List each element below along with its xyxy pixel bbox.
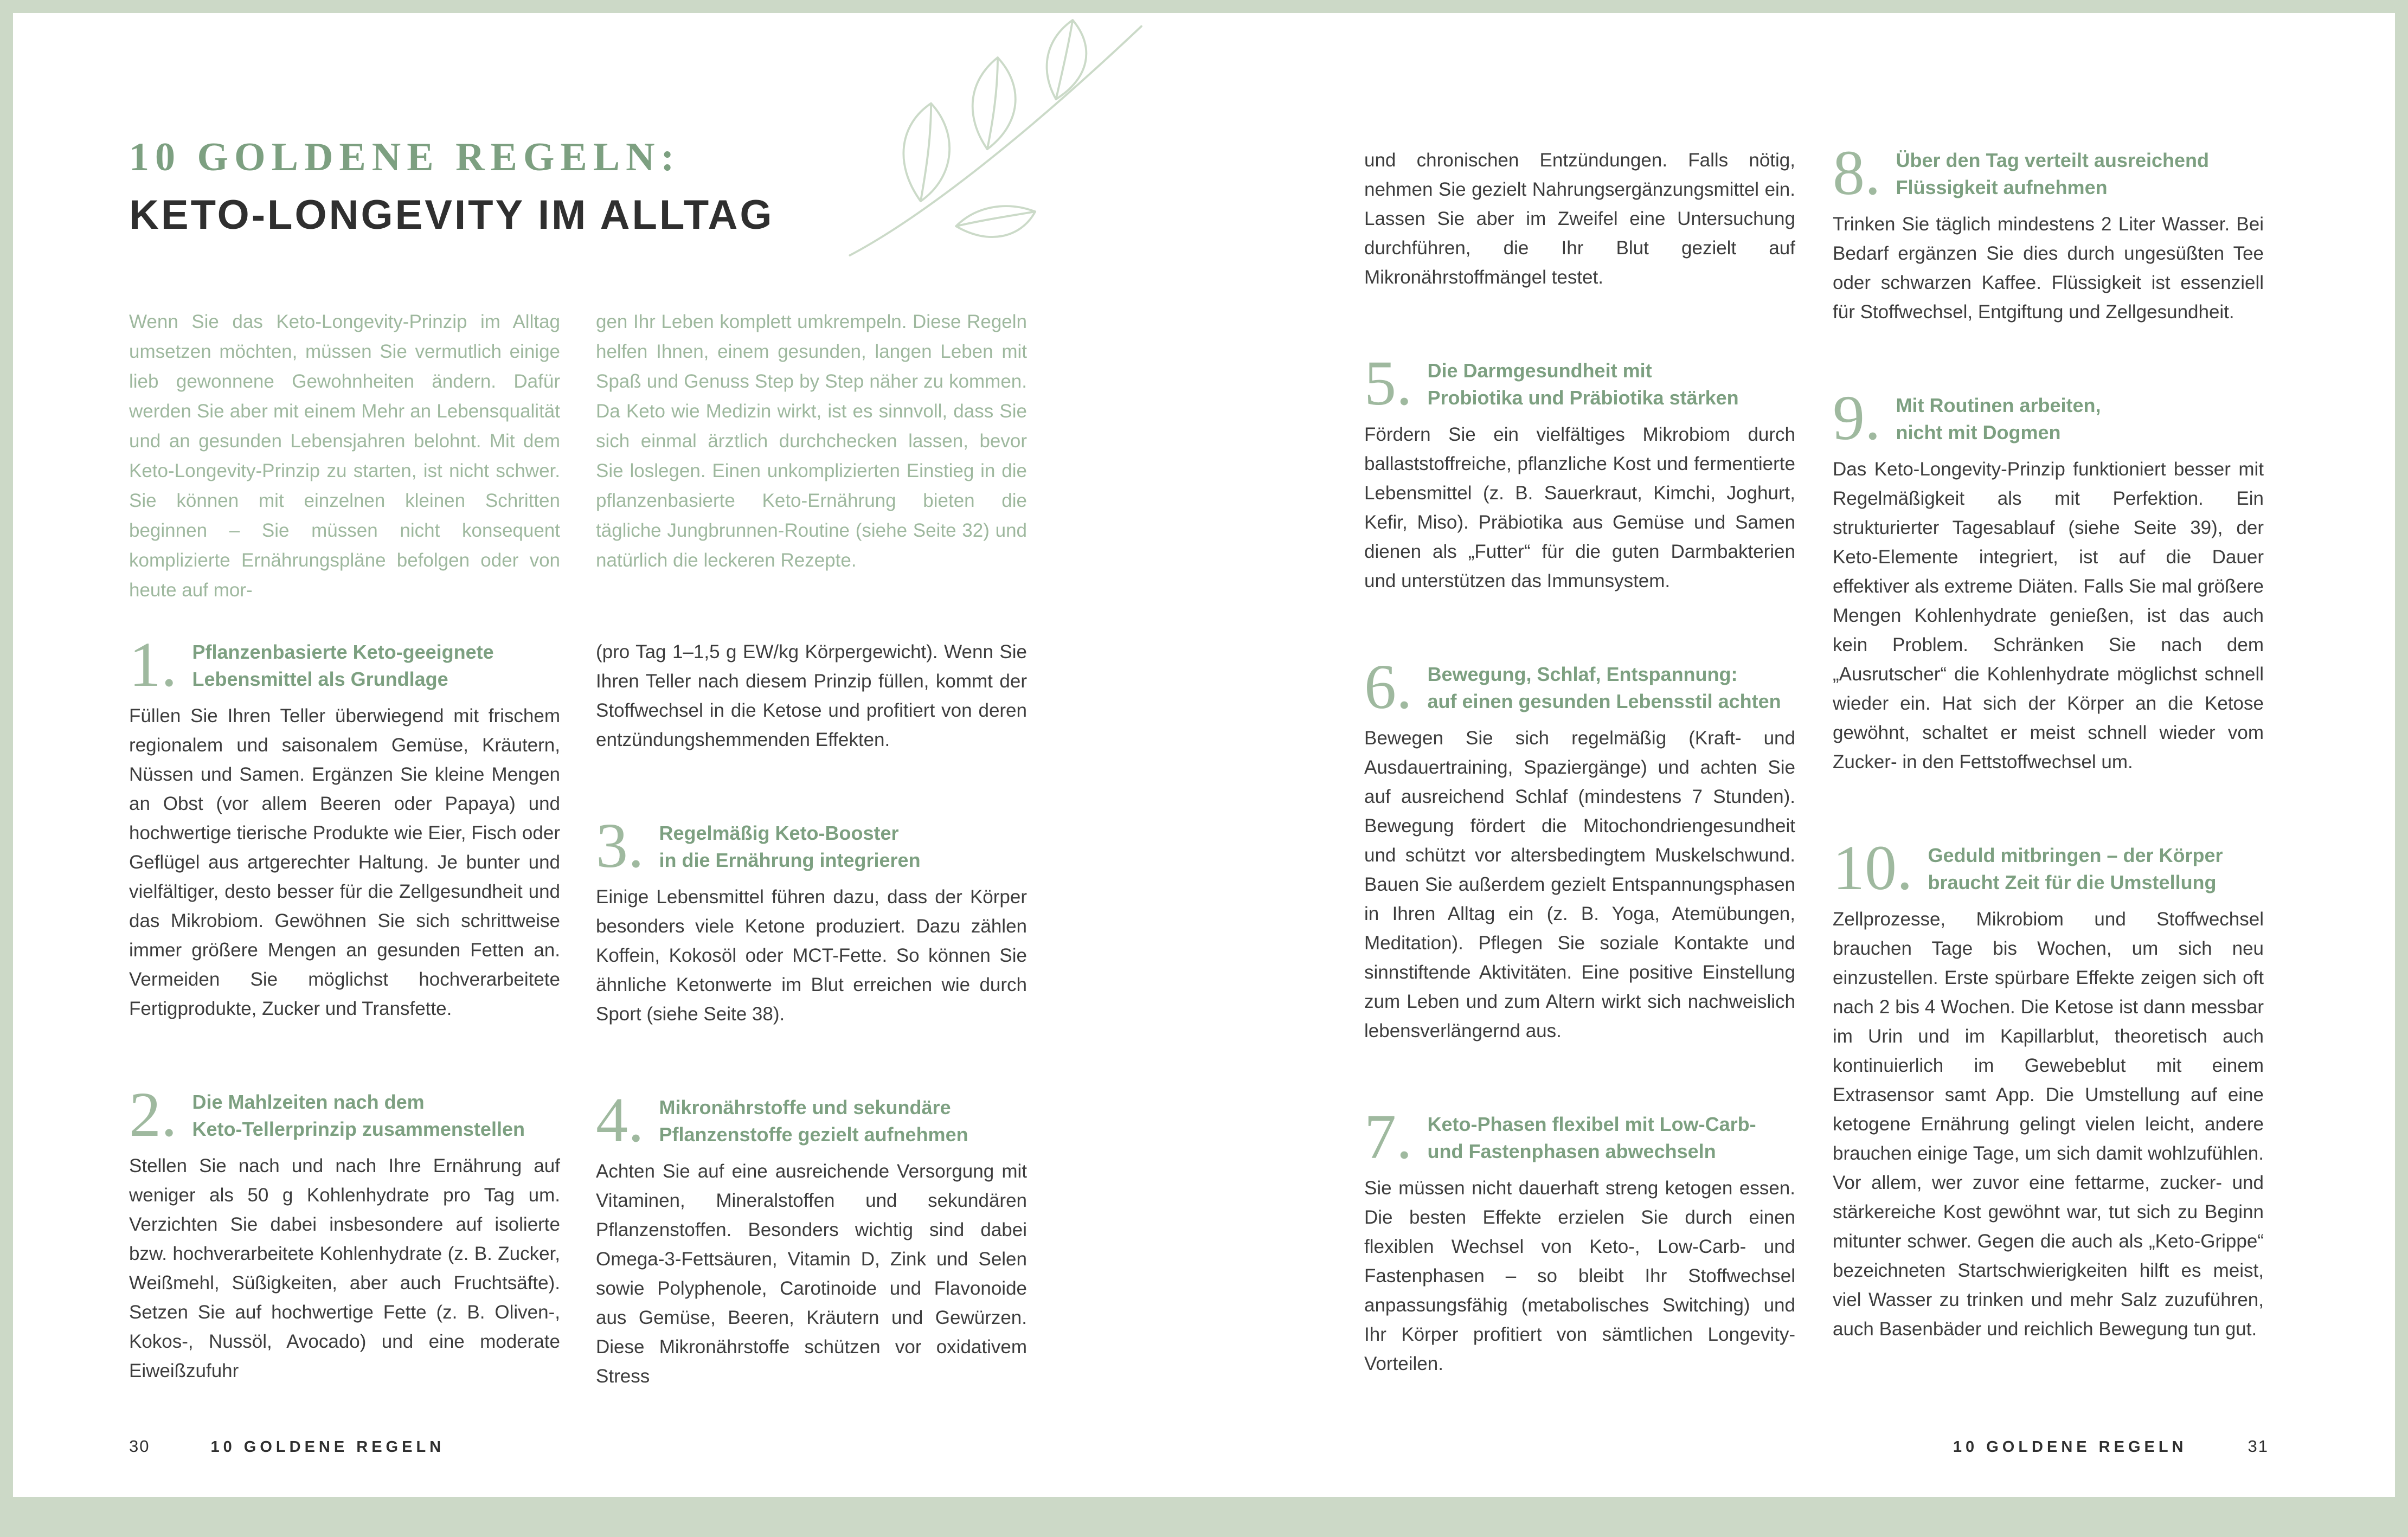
rule-6 [1364, 651, 1795, 1046]
rule-9 [1833, 382, 2264, 777]
left-page-number: 30 [129, 1437, 150, 1456]
frame-top [0, 0, 2408, 13]
rule-3 [596, 810, 1027, 1029]
rule-6-number: 6. [1364, 651, 1412, 722]
leaf-decoration-icon [830, 8, 1166, 268]
rule-9-heading [1896, 391, 2101, 446]
rule-4-heading [659, 1093, 968, 1148]
rule-2 [129, 1079, 560, 1386]
rule-10-body: Zellprozesse, Mikrobiom und Stoffwechsel brauchen Tage bis Wochen, um sich neu einzustellen. Erste spürbare Effekte zeigen sich oft nach 2 bis 4 Wochen. Die Ketose ist dann messbar im Urin und im Kapillarblut, theoretisch auch kontinuierlich im Gewebeblut mit einem Extrasensor samt App. Die Umstellung auf eine ketogene Ernährung gelingt vielen leicht, andere brauchen einige Tage, um sich damit wohlzufühlen. Vor allem, wer zuvor eine fettarme, zucker- und stärkereiche Kost gewöhnt war, tut sich zu Beginn mitunter schwer. Gegen die auch als „Keto-Grippe“ bezeichneten Startschwierigkeiten hilft es meist, viel Wasser zu trinken und mehr Salz zuzuführen, auch Basenbäder und reichlich Bewegung tun gut. [1833, 909, 2264, 1340]
rule-1-heading-line2: Lebensmittel als Grundlage [192, 668, 448, 690]
frame-bottom [0, 1497, 2408, 1537]
rule-5-number: 5. [1364, 348, 1412, 419]
rule-1 [129, 629, 560, 1024]
rule-2-body-continued: (pro Tag 1–1,5 g EW/kg Körpergewicht). Wenn Sie Ihren Teller nach diesem Prinzip füllen, kommt der Stoffwechsel in die Ketose und profitiert von deren entzündungshemmenden Effekten. [596, 641, 1027, 750]
rule-4-body: Achten Sie auf eine ausreichende Versorgung mit Vitaminen, Mineralstoffen und sekundären Pflanzenstoffen. Besonders wichtig sind dabei Omega-3-Fettsäuren, Vitamin D, Zink und Selen sowie Polyphenole, Carotinoide und Flavonoide aus Gemüse, Beeren, Kräutern und Gewürzen. Diese Mikronährstoffe schützen vor oxidativem Stress [596, 1161, 1027, 1387]
rule-8-head [1833, 137, 2264, 208]
column-1 [129, 629, 560, 1450]
rule-8-body: Trinken Sie täglich mindestens 2 Liter Wasser. Bei Bedarf ergänzen Sie dies durch ungesüßten Tee oder schwarzen Kaffee. Flüssigkeit ist essenziell für Stoffwechsel, Entgiftung und Zellgesundheit. [1833, 214, 2264, 323]
rule-7-heading [1428, 1110, 1756, 1165]
rule-7 [1364, 1101, 1795, 1379]
right-page-footer [1953, 1437, 2269, 1456]
rule-10-heading-line1: Geduld mitbringen – der Körper [1928, 844, 2223, 866]
rule-3-heading-line1: Regelmäßig Keto-Booster [659, 822, 899, 844]
rule-8-heading [1896, 146, 2210, 201]
rule-9-heading-line2: nicht mit Dogmen [1896, 421, 2061, 443]
rule-6-head [1364, 651, 1795, 722]
page-title-line1: 10 GOLDENE REGELN: [129, 135, 680, 179]
right-running-head: 10 GOLDENE REGELN [1953, 1438, 2187, 1456]
rule-2-heading-line2: Keto-Tellerprinzip zusammenstellen [192, 1118, 525, 1140]
rule-1-number: 1. [129, 629, 177, 700]
rule-6-heading-line1: Bewegung, Schlaf, Entspannung: [1427, 663, 1738, 685]
rule-8 [1833, 137, 2264, 327]
rule-10 [1833, 832, 2264, 1344]
rule-4-body-continued: und chronischen Entzündungen. Falls nötig, nehmen Sie gezielt Nahrungsergänzungsmittel ein. Lassen Sie aber im Zweifel eine Untersuchung durchführen, die Ihr Blut gezielt auf Mikronährstoffmängel testet. [1364, 150, 1795, 288]
rule-7-number: 7. [1364, 1101, 1412, 1172]
rule-5-body: Fördern Sie ein vielfältiges Mikrobiom durch ballaststoffreiche, pflanzliche Kost und fermentierte Lebensmittel (z. B. Sauerkraut, Kimchi, Joghurt, Kefir, Miso). Präbiotika aus Gemüse und Samen dienen als „Futter“ für die guten Darmbakterien und unterstützen das Immunsystem. [1364, 424, 1795, 591]
column-3 [1364, 146, 1795, 1443]
rule-10-heading-line2: braucht Zeit für die Umstellung [1928, 871, 2217, 893]
rule-1-head [129, 629, 560, 700]
rule-3-heading-line2: in die Ernährung integrieren [659, 849, 921, 871]
page-title [129, 134, 774, 239]
rule-4 [596, 1084, 1027, 1391]
rule-3-head [596, 810, 1027, 881]
rule-10-head [1833, 832, 2264, 903]
rule-6-body: Bewegen Sie sich regelmäßig (Kraft- und Ausdauertraining, Spaziergänge) und achten Sie auf ausreichend Schlaf (mindestens 7 Stunden). Bewegung fördert die Mitochondriengesundheit und schützt vor altersbedingtem Muskelschwund. Bauen Sie außerdem gezielt Entspannungsphasen in Ihren Alltag ein (z. B. Yoga, Atemübungen, Meditation). Pflegen Sie soziale Kontakte und sinnstiftende Aktivitäten. Eine positive Einstellung zum Leben und zum Altern wirkt sich nachweislich lebensverlängernd aus. [1364, 728, 1795, 1041]
rule-6-heading-line2: auf einen gesunden Lebensstil achten [1427, 690, 1781, 712]
rule-9-number: 9. [1833, 382, 1881, 453]
rule-4-number: 4. [596, 1084, 644, 1155]
rule-10-number: 10. [1833, 832, 1913, 903]
rule-7-body: Sie müssen nicht dauerhaft streng ketogen essen. Die besten Effekte erzielen Sie durch einen flexiblen Wechsel von Keto-, Low-Carb- und Fastenphasen – so bleibt Ihr Stoffwechsel anpassungsfähig (metabolisches Switching) und Ihr Körper profitiert von sämtlichen Longevity-Vorteilen. [1364, 1178, 1795, 1374]
page-title-line2: KETO-LONGEVITY IM ALLTAG [129, 192, 774, 238]
rule-7-head [1364, 1101, 1795, 1172]
rule-9-body: Das Keto-Longevity-Prinzip funktioniert besser mit Regelmäßigkeit als mit Perfektion. Ein strukturierter Tagesablauf (siehe Seite 39), der Keto-Elemente integriert, ist auf die Dauer effektiver als extreme Diäten. Falls Sie mal größere Mengen Kohlenhydrate genießen, ist das auch kein Problem. Schränken Sie nach dem „Ausrutscher“ die Kohlenhydrate möglichst schnell wieder ein. Hat sich der Körper an die Ketose gewöhnt, schaltet er meist schnell wieder vom Zucker- in den Fettstoffwechsel um. [1833, 459, 2264, 773]
rule-5-head [1364, 348, 1795, 419]
rule-1-body: Füllen Sie Ihren Teller überwiegend mit frischem regionalem und saisonalem Gemüse, Kräutern, Nüssen und Samen. Ergänzen Sie kleine Mengen an Obst (vor allem Beeren oder Papaya) und hochwertige tierische Produkte wie Eier, Fisch oder Geflügel aus artgerechter Haltung. Je bunter und vielfältiger, desto besser für die Zellgesundheit und das Mikrobiom. Gewöhnen Sie sich schrittweise immer größere Mengen an gesunden Fetten an. Vermeiden Sie möglichst hochverarbeitete Fertigprodukte, Zucker und Transfette. [129, 705, 560, 1019]
left-page-footer [129, 1437, 445, 1456]
rule-2-heading-line1: Die Mahlzeiten nach dem [192, 1091, 425, 1113]
rule-3-number: 3. [596, 810, 644, 881]
rule-7-heading-line1: Keto-Phasen flexibel mit Low-Carb- [1427, 1113, 1756, 1135]
intro-paragraph-col2: gen Ihr Leben komplett umkrempeln. Diese Regeln helfen Ihnen, einem gesunden, langen Leben mit Spaß und Genuss Step by Step näher zu kommen. Da Keto wie Medizin wirkt, ist es sinnvoll, dass Sie sich einmal ärztlich durchchecken lassen, bevor Sie loslegen. Einen unkomplizierten Einstieg in die pflanzenbasierte Keto-Ernährung bieten die tägliche Jungbrunnen-Routine (siehe Seite 32) und natürlich die leckeren Rezepte. [596, 311, 1027, 571]
rule-2-heading [192, 1088, 525, 1143]
column-2 [596, 638, 1027, 1455]
rule-5-heading-line1: Die Darmgesundheit mit [1427, 359, 1652, 382]
rule-5-heading-line2: Probiotika und Präbiotika stärken [1427, 387, 1739, 409]
rule-5-heading [1428, 356, 1739, 411]
rule-8-number: 8. [1833, 137, 1881, 208]
rule-4-heading-line1: Mikronährstoffe und sekundäre [659, 1096, 951, 1118]
rule-3-heading [659, 819, 921, 874]
rule-2-number: 2. [129, 1079, 177, 1150]
left-running-head: 10 GOLDENE REGELN [210, 1438, 445, 1456]
rule-2-body: Stellen Sie nach und nach Ihre Ernährung auf weniger als 50 g Kohlenhydrate pro Tag um. Verzichten Sie dabei insbesondere auf isolierte bzw. hochverarbeitete Kohlenhydrate (z. B. Zucker, Weißmehl, Süßigkeiten, aber auch Fruchtsäfte). Setzen Sie auf hochwertige Fette (z. B. Oliven-, Kokos-, Nussöl, Avocado) und eine moderate Eiweißzufuhr [129, 1155, 560, 1381]
frame-left [0, 0, 13, 1537]
rule-3-body: Einige Lebensmittel führen dazu, dass der Körper besonders viele Ketone produziert. Dazu zählen Koffein, Kokosöl oder MCT-Fette. So können Sie ähnliche Ketonwerte im Blut erreichen wie durch Sport (siehe Seite 38). [596, 886, 1027, 1025]
column-4 [1833, 137, 2264, 1408]
rule-1-heading-line1: Pflanzenbasierte Keto-geeignete [192, 641, 494, 663]
rule-2-head [129, 1079, 560, 1150]
rule-4-head [596, 1084, 1027, 1155]
intro-paragraph-col1: Wenn Sie das Keto-Longevity-Prinzip im Alltag umsetzen möchten, müssen Sie vermutlich einige lieb gewonnene Gewohnheiten ändern. Dafür werden Sie aber mit einem Mehr an Lebensqualität und an gesunden Lebensjahren belohnt. Mit dem Keto-Longevity-Prinzip zu starten, ist nicht schwer. Sie können mit einzelnen kleinen Schritten beginnen – Sie müssen nicht konsequent komplizierte Ernährungspläne befolgen oder von heute auf mor- [129, 311, 560, 601]
rule-6-heading [1428, 660, 1781, 715]
right-page-number: 31 [2248, 1437, 2269, 1456]
rule-8-heading-line2: Flüssigkeit aufnehmen [1896, 176, 2108, 198]
rule-9-heading-line1: Mit Routinen arbeiten, [1896, 394, 2101, 416]
rule-7-heading-line2: und Fastenphasen abwechseln [1427, 1140, 1716, 1162]
rule-9-head [1833, 382, 2264, 453]
rule-10-heading [1928, 841, 2223, 896]
rule-4-heading-line2: Pflanzenstoffe gezielt aufnehmen [659, 1123, 968, 1146]
frame-right [2395, 0, 2408, 1537]
rule-8-heading-line1: Über den Tag verteilt ausreichend [1896, 149, 2209, 171]
rule-1-heading [192, 638, 494, 693]
rule-5 [1364, 348, 1795, 596]
